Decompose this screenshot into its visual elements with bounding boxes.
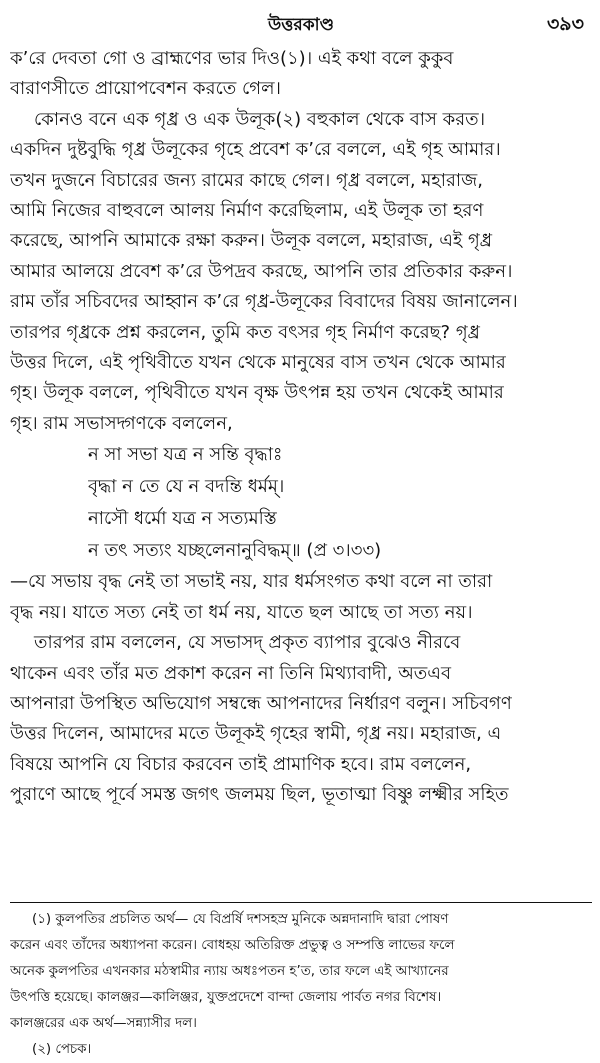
text-line: উত্তর দিলে, এই পৃথিবীতে যখন থেকে মানুষের বাস তখন থেকে আমার [10, 352, 506, 374]
footnote-1 [10, 907, 592, 1037]
running-title: উত্তরকাণ্ড [268, 15, 334, 35]
verse-line: ন তৎ সত্যং যচ্ছলেনানুবিদ্ধম্॥ (প্র ৩।৩৩) [88, 540, 382, 562]
verse-line: ন সা সভা যত্র ন সন্তি বৃদ্ধাঃ [88, 444, 283, 466]
text-line: আমার আলয়ে প্রবেশ ক’রে উপদ্রব করছে, আপনি তার প্রতিকার করুন। [10, 260, 513, 282]
paragraph-1 [10, 44, 592, 105]
text-line: কোনও বনে এক গৃধ্র ও এক উলূক(২) বহুকাল থেকে বাস করত। [34, 108, 486, 130]
paragraph-3 [10, 567, 592, 628]
text-line: তখন দুজনে বিচারের জন্য রামের কাছে গেল। গৃধ্র বললে, মহারাজ, [10, 169, 483, 191]
text-line: একদিন দুষ্টবুদ্ধি গৃধ্র উলূকের গৃহে প্রবেশ ক’রে বললে, এই গৃহ আমার। [10, 139, 501, 161]
sanskrit-verse [10, 439, 592, 567]
text-line: পুরাণে আছে পূর্বে সমস্ত জগৎ জলময় ছিল, ভূতাত্মা বিষ্ণু লক্ষ্মীর সহিত [10, 784, 509, 806]
text-line: উত্তর দিলেন, আমাদের মতে উলূকই গৃহের স্বামী, গৃধ্র নয়। মহারাজ, এ [10, 723, 502, 745]
paragraph-2 [10, 105, 592, 439]
footnote-line: কালঞ্জরের এক অর্থ—সন্ন্যাসীর দল। [10, 1016, 197, 1031]
text-line: করেছে, আপনি আমাকে রক্ষা করুন। উলূক বললে, মহারাজ, এই গৃধ্র [10, 230, 493, 252]
text-line: রাম তাঁর সচিবদের আহ্বান ক’রে গৃধ্র-উলূকের বিবাদের বিষয় জানালেন। [10, 291, 518, 313]
page-header [10, 0, 592, 44]
text-line: বৃদ্ধ নয়। যাতে সত্য নেই তা ধর্ম নয়, যাতে ছল আছে তা সত্য নয়। [10, 601, 473, 623]
page-number: ৩৯৩ [546, 13, 584, 35]
text-line: ক’রে দেবতা গো ও ব্রাহ্মণের ভার দিও(১)। এই কথা বলে কুকুব [10, 48, 454, 69]
text-line: আমি নিজের বাহুবলে আলয় নির্মাণ করেছিলাম, এই উলূক তা হরণ [10, 200, 484, 222]
footnote-line: (২) পেচক। [32, 1042, 92, 1057]
text-line: আপনারা উপস্থিত অভিযোগ সম্বন্ধে আপনাদের নির্ধারণ বলুন। সচিবগণ [10, 692, 512, 714]
footnote-line: উৎপত্তি হয়েছে। কালঞ্জর—কালিঞ্জর, যুক্তপ্রদেশে বান্দা জেলায় পার্বত নগর বিশেষ। [10, 990, 442, 1005]
text-line: গৃহ। রাম সভাসদ্গণকে বললেন, [10, 412, 233, 434]
verse-line: বৃদ্ধা ন তে যে ন বদন্তি ধর্মম্। [88, 476, 285, 498]
text-line: তারপর গৃধ্রকে প্রশ্ন করলেন, তুমি কত বৎসর গৃহ নির্মাণ করেছ? গৃধ্র [10, 321, 480, 343]
text-line: —যে সভায় বৃদ্ধ নেই তা সভাই নয়, যার ধর্মসংগত কথা বলে না তারা [10, 571, 493, 593]
footnotes [10, 902, 592, 1063]
footnote-line: অনেক কুলপতির এখনকার মঠস্বামীর ন্যায় অধঃপতন হ’ত, তার ফলে এই আখ্যানের [10, 964, 449, 979]
footnote-line: (১) কুলপতির প্রচলিত অর্থ— যে বিপ্রর্ষি দশসহস্র মুনিকে অন্নদানাদি দ্বারা পোষণ [32, 912, 449, 927]
text-line: গৃহ। উলূক বললে, পৃথিবীতে যখন বৃক্ষ উৎপন্ন হয় তখন থেকেই আমার [10, 382, 504, 404]
paragraph-4 [10, 628, 592, 810]
text-line: বারাণসীতে প্রায়োপবেশন করতে গেল। [10, 78, 281, 100]
footnote-2 [10, 1037, 592, 1063]
text-line: তারপর রাম বললেন, যে সভাসদ্ প্রকৃত ব্যাপার বুঝেও নীরবে [34, 632, 461, 654]
verse-line: নাসৌ ধর্মো যত্র ন সত্যমস্তি [88, 508, 277, 530]
main-text [10, 44, 592, 811]
text-line: বিষয়ে আপনি যে বিচার করবেন তাই প্রামাণিক হবে। রাম বললেন, [10, 753, 472, 775]
text-line: থাকেন এবং তাঁর মত প্রকাশ করেন না তিনি মিথ্যাবাদী, অতএব [10, 662, 452, 684]
footnote-line: করেন এবং তাঁদের অধ্যাপনা করেন। বোধহয় অতিরিক্ত প্রভুত্ব ও সম্পত্তি লাভের ফলে [10, 938, 455, 953]
